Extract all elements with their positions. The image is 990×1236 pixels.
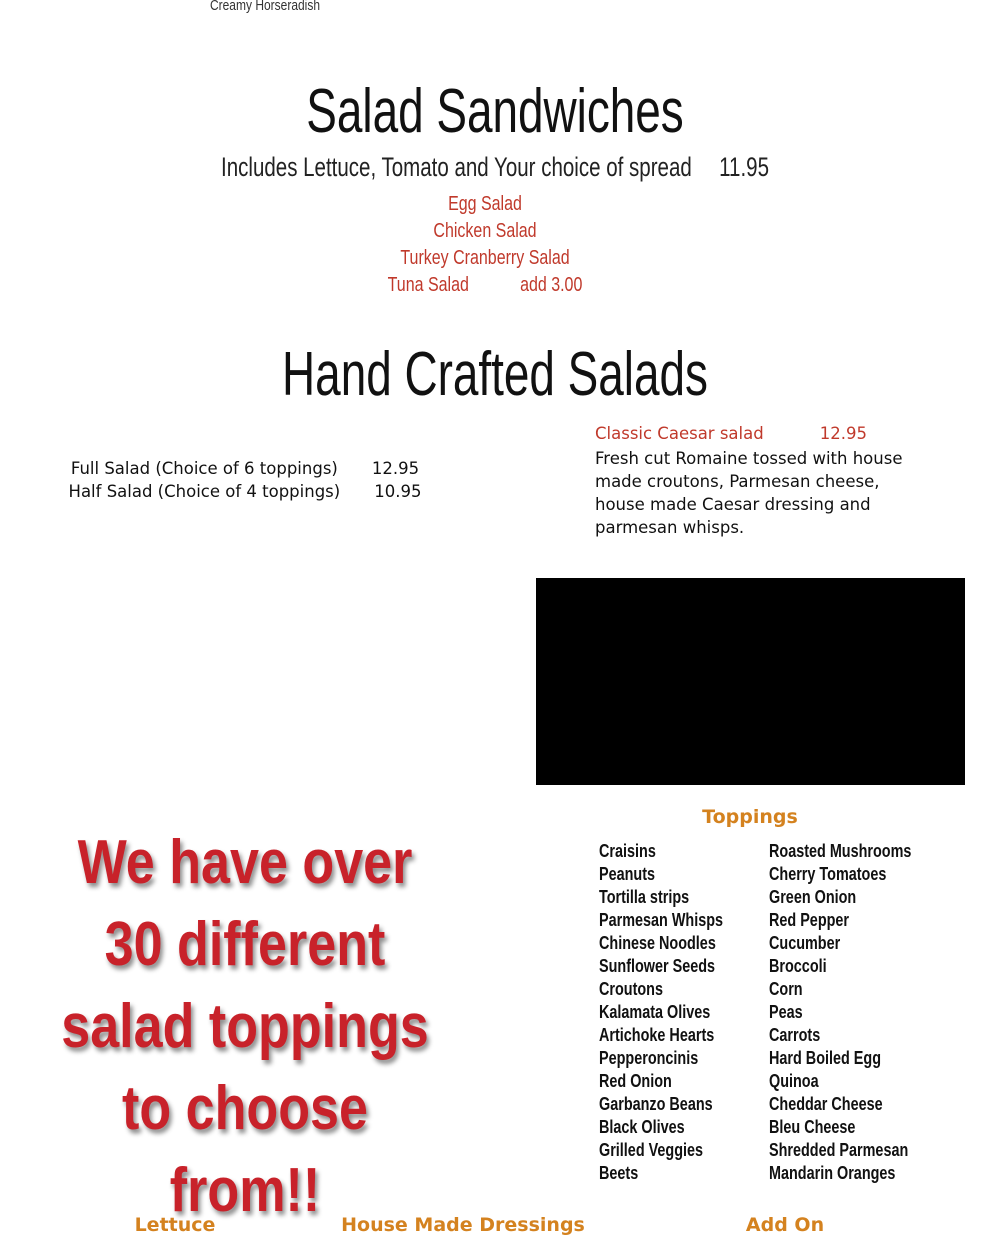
topping-item: Green Onion <box>769 887 857 907</box>
sandwich-subtitle-text: Includes Lettuce, Tomato and Your choice of spread <box>221 152 692 182</box>
toppings-heading: Toppings <box>702 806 798 828</box>
full-salad-line <box>40 459 450 478</box>
sandwich-item-name: Egg Salad <box>448 193 522 215</box>
half-salad-label: Half Salad (Choice of 4 toppings) <box>68 482 341 501</box>
toppings-promo-banner: We have over 30 different salad toppings to choose from!! <box>61 828 429 1225</box>
topping-item: Kalamata Olives <box>599 1002 711 1022</box>
topping-item: Mandarin Oranges <box>769 1163 896 1183</box>
caesar-salad-price: 12.95 <box>819 424 867 443</box>
sandwich-item-name: Chicken Salad <box>433 220 537 242</box>
full-salad-label: Full Salad (Choice of 6 toppings) <box>70 459 338 478</box>
topping-item: Cucumber <box>769 933 841 953</box>
topping-item: Sunflower Seeds <box>599 956 716 976</box>
topping-item: Broccoli <box>769 956 827 976</box>
topping-item: Peanuts <box>599 864 656 884</box>
topping-item: Craisins <box>599 841 656 861</box>
sandwich-item-name: Turkey Cranberry Salad <box>400 247 570 269</box>
topping-item: Shredded Parmesan <box>769 1140 909 1160</box>
topping-item: Cheddar Cheese <box>769 1094 883 1114</box>
topping-item: Hard Boiled Egg <box>769 1048 882 1068</box>
add-on-heading: Add On <box>745 1214 825 1236</box>
topping-item: Corn <box>769 979 803 999</box>
topping-item: Peas <box>769 1002 803 1022</box>
sandwich-item-egg-salad <box>293 193 677 216</box>
house-made-dressings-heading: House Made Dressings <box>341 1214 585 1236</box>
topping-item: Grilled Veggies <box>599 1140 704 1160</box>
topping-item: Garbanzo Beans <box>599 1094 713 1114</box>
topping-item: Red Onion <box>599 1071 672 1091</box>
topping-item: Quinoa <box>769 1071 819 1091</box>
lettuce-heading: Lettuce <box>134 1214 216 1236</box>
topping-item: Black Olives <box>599 1117 685 1137</box>
topping-item: Beets <box>599 1163 639 1183</box>
half-salad-price: 10.95 <box>374 482 422 501</box>
caesar-salad-heading <box>595 424 867 443</box>
full-salad-price: 12.95 <box>371 459 420 478</box>
topping-item: Roasted Mushrooms <box>769 841 912 861</box>
video-player[interactable] <box>536 578 965 785</box>
topping-item: Tortilla strips <box>599 887 690 907</box>
salad-sandwiches-title: Salad Sandwiches <box>306 77 684 146</box>
topping-item: Pepperoncinis <box>599 1048 699 1068</box>
topping-item: Chinese Noodles <box>599 933 716 953</box>
topping-item: Red Pepper <box>769 910 850 930</box>
topping-item: Croutons <box>599 979 663 999</box>
sandwich-item-chicken-salad <box>293 220 677 243</box>
caesar-salad-description: Fresh cut Romaine tossed with house made croutons, Parmesan cheese, house made Caesar dressing and parmesan whisps. <box>595 449 903 537</box>
spread-item-horseradish: Creamy Horseradish <box>209 0 321 14</box>
sandwich-price: 11.95 <box>719 152 769 182</box>
topping-item: Cherry Tomatoes <box>769 864 887 884</box>
hand-crafted-salads-title: Hand Crafted Salads <box>282 340 708 409</box>
sandwich-item-turkey-cranberry <box>293 247 677 270</box>
sandwich-subtitle <box>191 152 799 183</box>
topping-item: Bleu Cheese <box>769 1117 856 1137</box>
topping-item: Parmesan Whisps <box>599 910 724 930</box>
half-salad-line <box>40 482 450 501</box>
topping-item: Carrots <box>769 1025 821 1045</box>
sandwich-item-tuna-salad <box>293 274 677 297</box>
topping-item: Artichoke Hearts <box>599 1025 715 1045</box>
sandwich-item-extra: add 3.00 <box>520 274 583 296</box>
toppings-list-right <box>769 840 969 1185</box>
sandwich-item-name: Tuna Salad <box>387 274 469 296</box>
caesar-salad-name: Classic Caesar salad <box>595 424 764 443</box>
